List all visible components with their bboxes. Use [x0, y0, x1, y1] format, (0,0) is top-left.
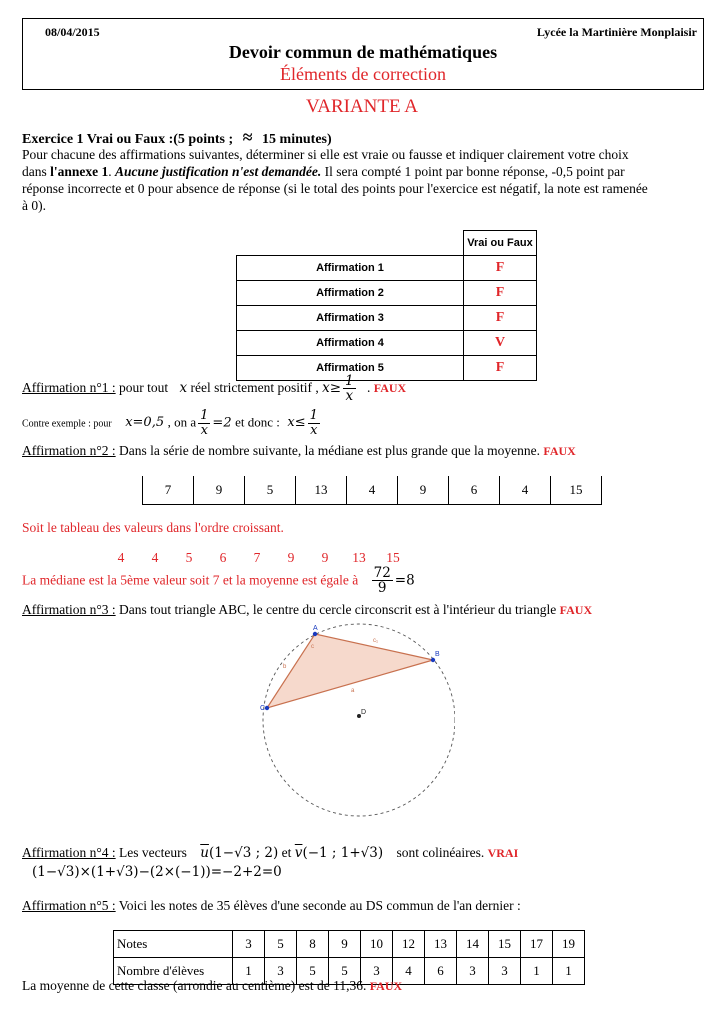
- header-school: Lycée la Martinière Monplaisir: [536, 25, 697, 39]
- table-row: [237, 331, 537, 356]
- sorted-value: 9: [287, 550, 295, 565]
- count-cell: 3: [265, 958, 297, 985]
- point-c: [265, 706, 269, 710]
- sorted-value: 7: [253, 550, 261, 565]
- colinearity-computation: (1−√3)×(1+√3)−(2×(−1))=−2+2=0: [32, 864, 282, 880]
- verdict-badge: VRAI: [487, 846, 519, 860]
- verdict-badge: FAUX: [559, 603, 593, 617]
- mean-conclusion: La moyenne de cette classe (arrondie au centième) est de 11,36. FAUX: [22, 978, 403, 993]
- affirmation-1-label: Affirmation n°1 :: [22, 379, 116, 395]
- count-cell: 5: [297, 958, 329, 985]
- median-conclusion: La médiane est la 5ème valeur soit 7 et la moyenne est égale à $\frac{72}{9}$ =8: [22, 565, 415, 597]
- table-row: [114, 931, 585, 958]
- affirmation-answer: F: [464, 356, 537, 381]
- note-cell: 3: [233, 931, 265, 958]
- intro-line-3: réponse incorrecte et 0 pour absence de réponse (si le total des points pour l'exercice est négatif, la note est ramenée: [22, 181, 648, 196]
- table-row: [237, 231, 537, 256]
- fraction: $\frac{1}{x}$: [345, 373, 354, 405]
- affirmation-4-label: Affirmation n°4 :: [22, 845, 116, 860]
- intro-line-2: dans l'annexe 1. Aucune justification n'est demandée. Il sera compté 1 point par bonne réponse, -0,5 point par: [22, 164, 625, 179]
- affirmation-answer: F: [464, 281, 537, 306]
- grades-table: [113, 930, 585, 985]
- series-cell: 7: [143, 476, 194, 505]
- sorted-value: 6: [219, 550, 227, 565]
- series-cell: 9: [398, 476, 449, 505]
- affirmation-answer: V: [464, 331, 537, 356]
- verdict-badge: FAUX: [543, 444, 576, 458]
- series-cell: 5: [245, 476, 296, 505]
- vector-v: $\overline{v}$: [294, 845, 303, 861]
- count-cell: 3: [489, 958, 521, 985]
- affirmation-label: Affirmation 5: [237, 356, 464, 381]
- fraction: $\frac{72}{9}$: [373, 565, 391, 597]
- affirmation-2-label: Affirmation n°2 :: [22, 443, 116, 458]
- exercise-heading-left: Exercice 1 Vrai ou Faux :(5 points ;: [22, 132, 234, 147]
- table-row: [237, 306, 537, 331]
- note-cell: 14: [457, 931, 489, 958]
- sorted-value: 4: [117, 550, 125, 565]
- affirmation-5: Affirmation n°5 : Voici les notes de 35 élèves d'une seconde au DS commun de l'an dernier :: [22, 898, 521, 913]
- sorted-intro: Soit le tableau des valeurs dans l'ordre croissant.: [22, 520, 284, 535]
- table-row: [237, 256, 537, 281]
- label-side-a: a: [351, 688, 355, 694]
- table-row: [143, 476, 602, 505]
- affirmation-label: Affirmation 3: [237, 306, 464, 331]
- triangle-figure: [255, 620, 455, 826]
- label-arc: c₁: [373, 638, 379, 644]
- sorted-value: 15: [386, 550, 400, 565]
- affirmation-label: Affirmation 4: [237, 331, 464, 356]
- label-a: A: [313, 625, 318, 632]
- answer-table: [236, 230, 537, 381]
- affirmation-answer: F: [464, 306, 537, 331]
- document-title: Devoir commun de mathématiques: [228, 42, 498, 62]
- affirmation-3: Affirmation n°3 : Dans tout triangle ABC, le centre du cercle circonscrit est à l'intérieur du triangle FAUX: [22, 602, 593, 617]
- label-side-c: c: [311, 644, 314, 650]
- sorted-value: 9: [321, 550, 329, 565]
- note-cell: 9: [329, 931, 361, 958]
- affirmation-4: Affirmation n°4 : Les vecteurs $\overline{u}(1-√3$ ; 2) et $\overline{v}(-1$ ; 1+√3) sont colinéaires. VRAI: [22, 845, 519, 861]
- verdict-badge: FAUX: [373, 380, 407, 395]
- exercise-heading: [22, 127, 332, 148]
- document-subtitle: Éléments de correction: [280, 64, 446, 84]
- fraction: $\frac{1}{x}$: [309, 408, 318, 438]
- count-cell: 1: [233, 958, 265, 985]
- series-cell: 9: [194, 476, 245, 505]
- counter-example: Contre exemple : pour x=0,5 , on a $\frac{1}{x}$ =2 et donc : x≤ $\frac{1}{x}$: [22, 408, 318, 438]
- row-header: Nombre d'élèves: [114, 958, 233, 985]
- series-cell: 13: [296, 476, 347, 505]
- note-cell: 17: [521, 931, 553, 958]
- vector-u: $\overline{u}$: [200, 845, 209, 861]
- approx-symbol: ≈: [242, 127, 253, 147]
- series-cell: 15: [551, 476, 602, 505]
- count-cell: 3: [361, 958, 393, 985]
- affirmation-label: Affirmation 1: [237, 256, 464, 281]
- header-box: [22, 18, 704, 90]
- affirmation-5-label: Affirmation n°5 :: [22, 898, 116, 913]
- header-date: 08/04/2015: [45, 25, 100, 39]
- intro-line-1: Pour chacune des affirmations suivantes, déterminer si elle est vraie ou fausse et indiquer clairement votre choix: [22, 147, 629, 162]
- exercise-heading-right: 15 minutes): [262, 132, 332, 147]
- label-c: C: [260, 705, 266, 712]
- series-cell: 4: [347, 476, 398, 505]
- count-cell: 1: [553, 958, 585, 985]
- count-cell: 1: [521, 958, 553, 985]
- label-b: B: [435, 651, 440, 658]
- sorted-value: 13: [352, 550, 366, 565]
- count-cell: 5: [329, 958, 361, 985]
- note-cell: 12: [393, 931, 425, 958]
- series-cell: 4: [500, 476, 551, 505]
- affirmation-1: Affirmation n°1 : pour tout x réel strictement positif , x≥ $\frac{1}{x}$ . FAUX: [22, 373, 407, 405]
- triangle-abc: [267, 634, 433, 708]
- sorted-value: 4: [151, 550, 159, 565]
- fraction: $\frac{1}{x}$: [200, 408, 209, 438]
- label-side-b: b: [283, 664, 287, 670]
- sorted-value: 5: [185, 550, 193, 565]
- sorted-values: [104, 550, 410, 566]
- note-cell: 15: [489, 931, 521, 958]
- affirmation-label: Affirmation 2: [237, 281, 464, 306]
- row-header: Notes: [114, 931, 233, 958]
- label-d: D: [361, 709, 367, 716]
- count-cell: 6: [425, 958, 457, 985]
- table-row: [237, 281, 537, 306]
- affirmation-2: Affirmation n°2 : Dans la série de nombre suivante, la médiane est plus grande que la moyenne. FAUX: [22, 443, 576, 458]
- affirmation-answer: F: [464, 256, 537, 281]
- point-a: [313, 632, 317, 636]
- note-cell: 10: [361, 931, 393, 958]
- note-cell: 13: [425, 931, 457, 958]
- count-cell: 4: [393, 958, 425, 985]
- verdict-badge: FAUX: [369, 979, 403, 993]
- count-cell: 3: [457, 958, 489, 985]
- point-b: [431, 658, 435, 662]
- note-cell: 5: [265, 931, 297, 958]
- note-cell: 8: [297, 931, 329, 958]
- affirmation-3-label: Affirmation n°3 :: [22, 602, 116, 617]
- series-table: [142, 476, 602, 505]
- intro-line-4: à 0).: [22, 198, 46, 213]
- note-cell: 19: [553, 931, 585, 958]
- answer-table-header: Vrai ou Faux: [464, 231, 537, 256]
- variant-title: VARIANTE A: [305, 96, 419, 117]
- series-cell: 6: [449, 476, 500, 505]
- exercise-intro: [22, 146, 712, 214]
